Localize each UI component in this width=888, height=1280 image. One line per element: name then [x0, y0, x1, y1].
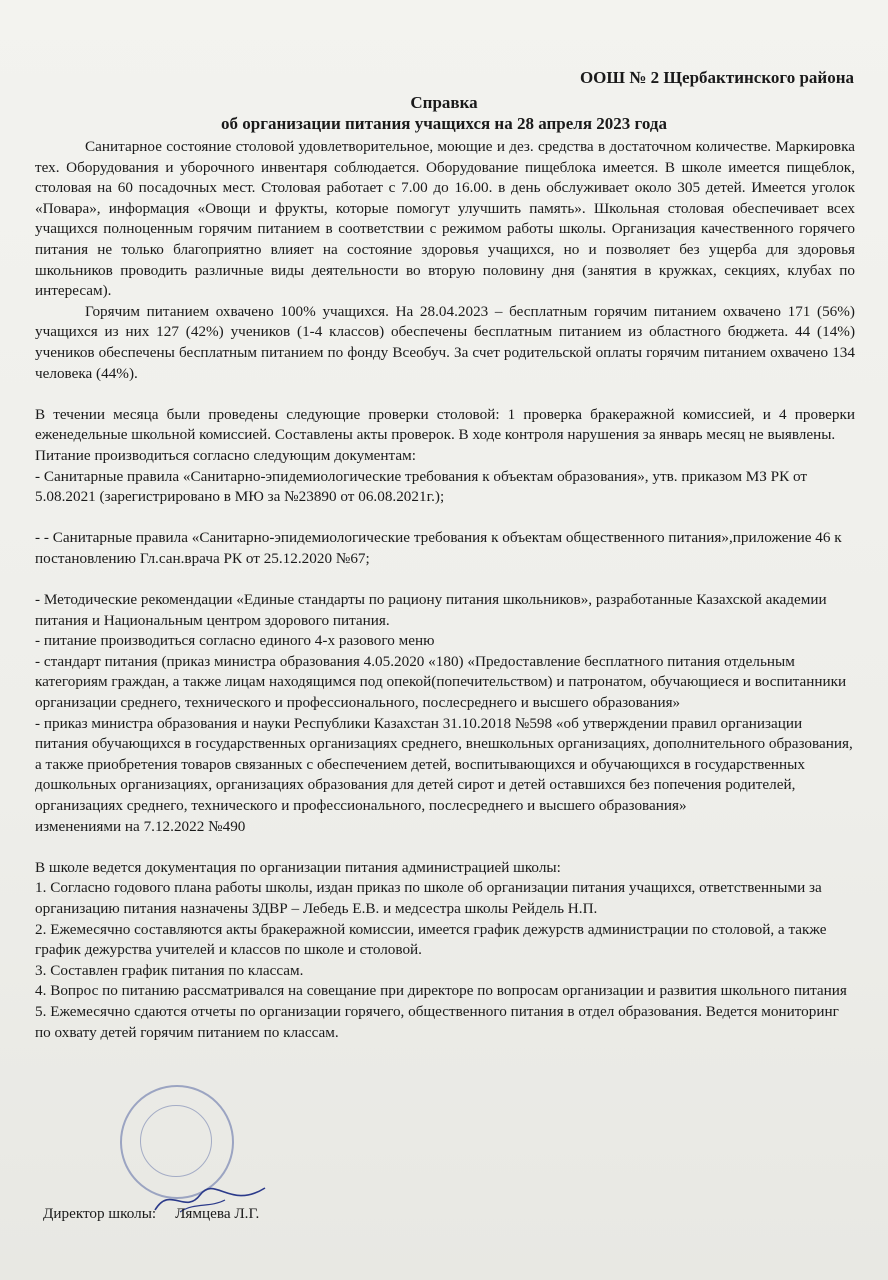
signoff	[43, 1205, 259, 1223]
list-item: 4. Вопрос по питанию рассматривался на совещание при директоре по вопросам организации и развития школьного питания	[35, 982, 847, 1000]
title-line: Справка	[410, 93, 478, 112]
paragraph-documents-intro: Питание производиться согласно следующим документам:	[35, 446, 416, 464]
list-item: 2. Ежемесячно составляются акты бракеражной комиссии, имеется график дежурств администрации по столовой, а также график дежурства учителей и классов по школе и столовой.	[35, 920, 827, 959]
document-item: - приказ министра образования и науки Республики Казахстан 31.10.2018 №598 «об утверждении правил организации питания обучающихся в государственных организациях среднего, внешкольных организациях, дополнительного образования, а также приобретения товаров связанных с обеспечением детей, воспитывающихся и обучающихся в государственных дошкольных организациях, организациях образования для детей сирот и детей оставшихся без попечения родителей, организациях среднего, технического и профессионального, послесреднего и высшего образования»	[35, 714, 853, 814]
signoff-role: Директор школы:	[43, 1205, 157, 1222]
school-documentation-intro: В школе ведется документация по организации питания администрацией школы:	[35, 858, 561, 876]
list-item: 1. Согласно годового плана работы школы, издан приказ по школе об организации питания учащихся, ответственными за организацию питания назначены ЗДВР – Лебедь Е.В. и медсестра школы Рейдель Н.П.	[35, 879, 822, 917]
document-item: - стандарт питания (приказ министра образования 4.05.2020 «180) «Предоставление бесплатного питания отдельным категориям граждан, а также лицам находящимся под опекой(попечительством) и патронатом, обучающиеся и воспитанники организации среднего, технического и профессионального, послесреднего и высшего образования»	[35, 652, 847, 712]
subtitle-line: об организации питания учащихся на 28 апреля 2023 года	[221, 114, 667, 133]
signoff-name: Лямцева Л.Г.	[175, 1205, 260, 1222]
document-body	[35, 137, 855, 1043]
document-title	[0, 92, 888, 134]
document-item: - питание производиться согласно единого 4-х разового меню	[35, 632, 435, 650]
document-item: - Методические рекомендации «Единые стандарты по рациону питания школьников», разработанные Казахской академии питания и Национальным центром здорового питания.	[35, 591, 827, 629]
document-item: - Санитарные правила «Санитарно-эпидемиологические требования к объектам образования», утв. приказом МЗ РК от 5.08.2021 (зарегистрировано в МЮ за №23890 от 06.08.2021г.);	[35, 467, 808, 506]
school-name: ООШ № 2 Щербактинского района	[579, 68, 854, 87]
document-item: - - Санитарные правила «Санитарно-эпидемиологические требования к объектам общественного питания»,приложение 46 к постановлению Гл.сан.врача РК от 25.12.2020 №67;	[35, 529, 842, 567]
paragraph-inspections: В течении месяца были проведены следующие проверки столовой: 1 проверка бракеражной комиссией, и 4 проверки еженедельные школьной комиссией. Составлены акты проверок. В ходе контроля нарушения за январь месяц не выявлены.	[35, 405, 855, 444]
paragraph-sanitary: Санитарное состояние столовой удовлетворительное, моющие и дез. средства в достаточном количестве. Маркировка тех. Оборудования и уборочного инвентаря соблюдается. Оборудование пищеблока имеется. В школе имеется пищеблок, столовая на 60 посадочных мест. Столовая работает с 7.00 до 16.00. в день обслуживает около 305 детей. Имеется уголок «Повара», информация «Овощи и фрукты, которые помогут улучшить память». Школьная столовая обеспечивает всех учащихся полноценным горячим питанием в соответствии с режимом работы школы. Организация качественного горячего питания не только благоприятно влияет на состояние здоровья учащихся, но и позволяет без ущерба для здоровья школьников проводить различные виды деятельности во вторую половину дня (занятия в кружках, секциях, клубах по интересам).	[35, 138, 855, 300]
list-item: 3. Составлен график питания по классам.	[35, 961, 304, 979]
paragraph-coverage: Горячим питанием охвачено 100% учащихся. На 28.04.2023 – бесплатным горячим питанием охвачено 171 (56%) учащихся из них 127 (42%) учеников (1-4 классов) обеспечены бесплатным питанием из областного бюджета. 44 (14%) учеников обеспечены бесплатным питанием по фонду Всеобуч. За счет родительской оплаты горячим питанием охвачено 134 человека (44%).	[35, 302, 855, 382]
list-item: 5. Ежемесячно сдаются отчеты по организации горячего, общественного питания в отдел образования. Ведется мониторинг по охвату детей горячим питанием по классам.	[35, 1002, 839, 1041]
document-item: изменениями на 7.12.2022 №490	[35, 817, 246, 835]
